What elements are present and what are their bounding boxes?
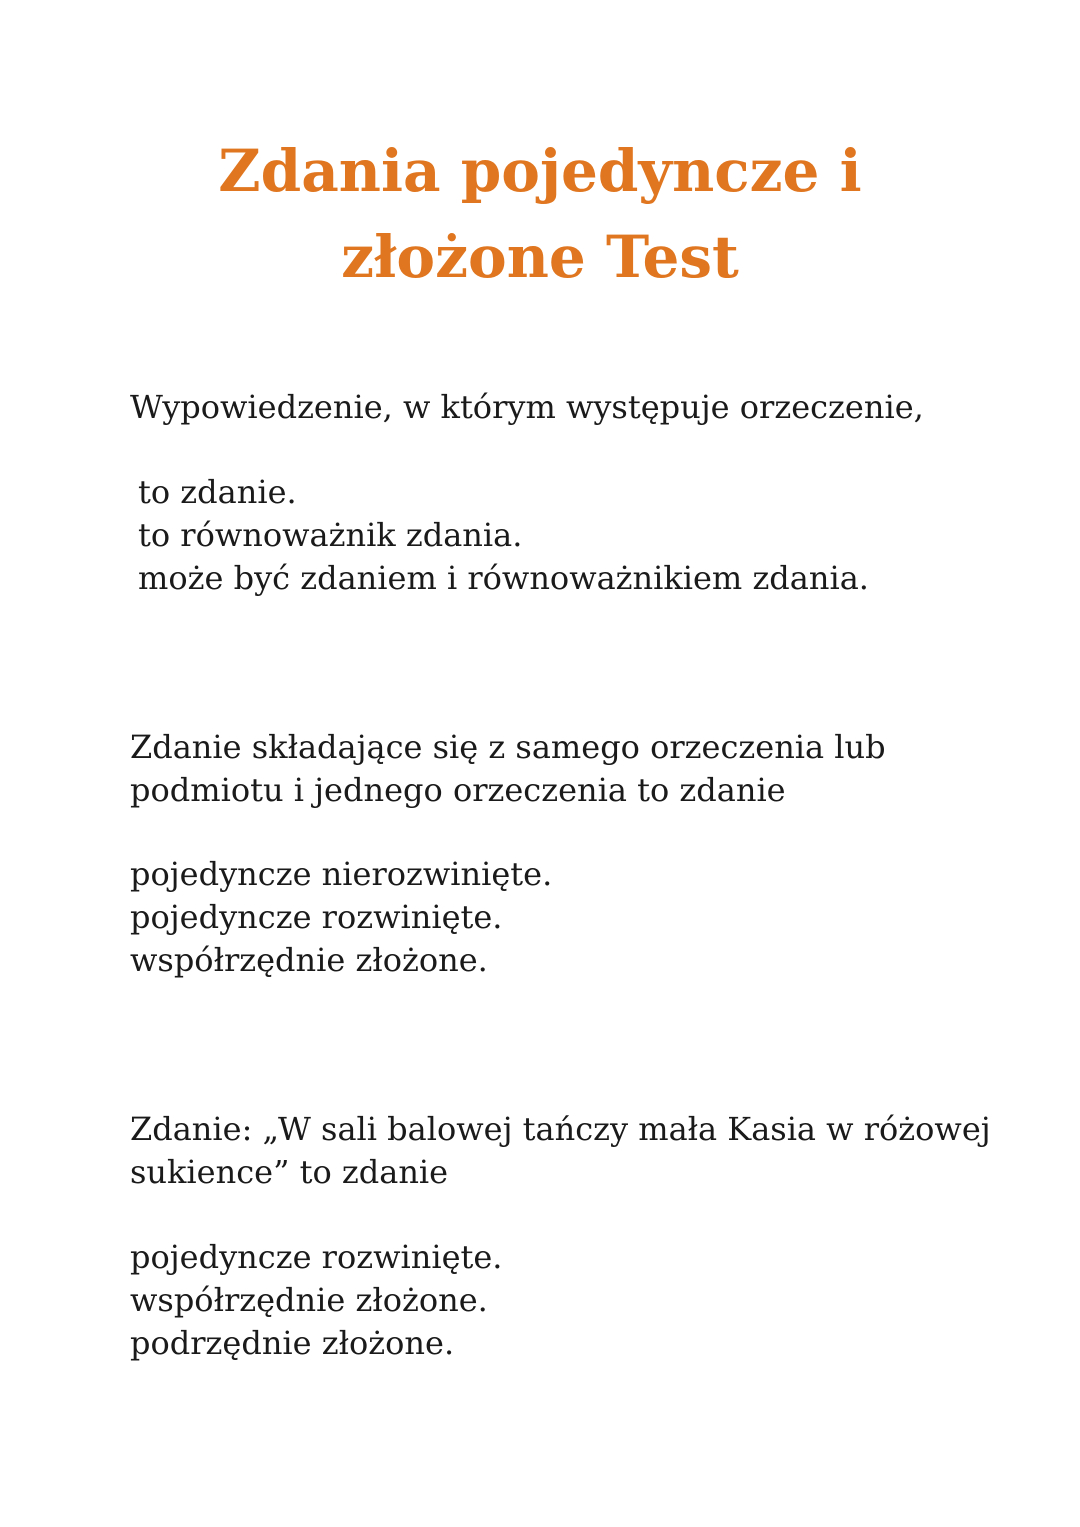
title-line-1: Zdania pojedyncze i	[218, 137, 862, 205]
answer-option[interactable]: pojedyncze rozwinięte.	[130, 898, 503, 936]
question-3-line-2: sukience” to zdanie	[130, 1153, 449, 1191]
answer-option[interactable]: pojedyncze rozwinięte.	[130, 1238, 503, 1276]
question-2-options	[130, 853, 1010, 982]
answer-option[interactable]: współrzędnie złożone.	[130, 941, 488, 979]
answer-option[interactable]: to zdanie.	[138, 473, 297, 511]
answer-option[interactable]: może być zdaniem i równoważnikiem zdania.	[138, 559, 869, 597]
answer-option[interactable]: podrzędnie złożone.	[130, 1324, 455, 1362]
question-2-text	[130, 726, 1010, 812]
question-3-line-1: Zdanie: „W sali balowej tańczy mała Kasia w różowej	[130, 1110, 991, 1148]
question-2-line-1: Zdanie składające się z samego orzeczenia lub	[130, 728, 886, 766]
question-1-options	[138, 471, 1018, 600]
question-3-text	[130, 1108, 1010, 1194]
answer-option[interactable]: to równoważnik zdania.	[138, 516, 523, 554]
question-1-text	[130, 386, 1010, 429]
answer-option[interactable]: współrzędnie złożone.	[130, 1281, 488, 1319]
question-2-line-2: podmiotu i jednego orzeczenia to zdanie	[130, 771, 786, 809]
question-3-options	[130, 1236, 1010, 1365]
question-1-line-1: Wypowiedzenie, w którym występuje orzeczenie,	[130, 388, 924, 426]
answer-option[interactable]: pojedyncze nierozwinięte.	[130, 855, 553, 893]
title-line-2: złożone Test	[341, 223, 739, 291]
page-title	[0, 128, 1080, 300]
